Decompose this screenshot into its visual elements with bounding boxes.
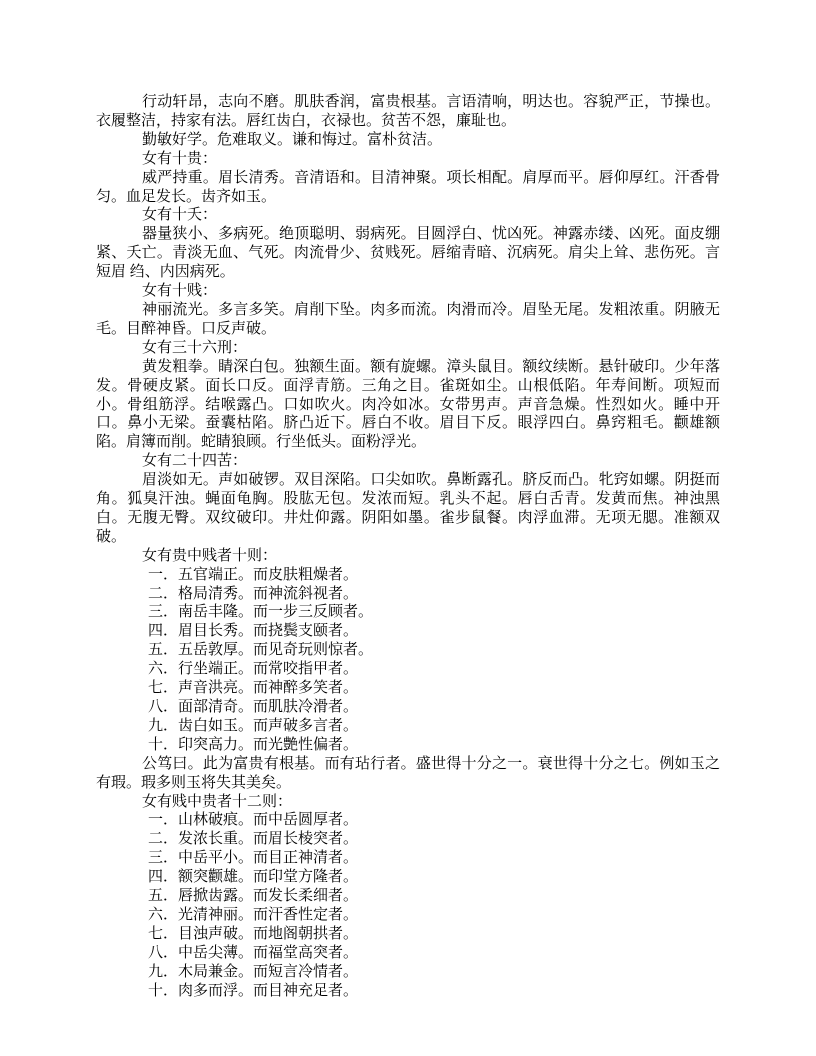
paragraph: 行动轩昂，志向不磨。肌肤香润，富贵根基。言语清响，明达也。容貌严正，节操也。衣履整洁，持家有法。唇红齿白，衣禄也。贫苦不怨，廉耻也。 [96, 94, 720, 129]
list-item: 九．木局兼金。而短言冷情者。 [148, 963, 359, 980]
list-item: 十．印突高力。而光艶性偏者。 [148, 736, 359, 753]
paragraph: 公笃曰。此为富贵有根基。而有玷行者。盛世得十分之一。衰世得十分之七。例如玉之有瑕。瑕多则玉将失其美矣。 [96, 755, 720, 791]
section-heading: 女有贵中贱者十则： [142, 547, 278, 564]
section-heading: 女有十贱： [142, 283, 218, 300]
list-item: 八．面部清奇。而肌肤冷滑者。 [148, 699, 359, 715]
list-item: 一．山林破痕。而中岳圆厚者。 [148, 812, 359, 829]
list-item: 一．五官端正。而皮肤粗燥者。 [148, 566, 359, 583]
list-item: 九．齿白如玉。而声破多言者。 [148, 717, 359, 734]
list-item: 六．行坐端正。而常咬指甲者。 [148, 661, 359, 678]
list-item: 十．肉多而浮。而目神充足者。 [148, 982, 359, 999]
paragraph: 器量狭小、多病死。绝顶聪明、弱病死。目圆浮白、忧凶死。神露赤缕、凶死。面皮绷紧、夭亡。青淡无血、气死。肉流骨少、贫贱死。唇缩青暗、沉病死。肩尖上耸、悲伤死。言短眉 绉、内因病死。 [96, 226, 720, 281]
list-item: 七．目浊声破。而地阁朝拱者。 [148, 925, 359, 942]
list-item: 七．声音洪亮。而神醉多笑者。 [148, 680, 359, 697]
section-heading: 女有三十六刑： [142, 339, 248, 356]
paragraph: 眉淡如无。声如破锣。双目深陷。口尖如吹。鼻断露孔。脐反而凸。牝窍如螺。阴挺而角。狐臭汗浊。蝇面龟胸。股肱无包。发浓而短。乳头不起。唇白舌青。发黄而焦。神浊黑白。无腹无臀。双纹破印。井灶仰露。阴阳如墨。雀步鼠餐。肉浮血滞。无项无腮。准额双破。 [96, 472, 720, 545]
list-item: 五．五岳敦厚。而见奇玩则惊者。 [148, 642, 374, 659]
paragraph: 黄发粗拳。睛深白包。独额生面。额有旋螺。漳头鼠目。额纹续断。悬针破印。少年落发。骨硬皮紧。面长口反。面浮青筋。三角之目。雀斑如尘。山根低陷。年寿间断。项短而小。骨组筋浮。结喉露凸。口如吹火。肉冷如冰。女带男声。声音急燥。性烈如火。睡中开口。鼻小无梁。蚕囊枯陷。脐凸近下。唇白不收。眉目下反。眼浮四白。鼻窍粗毛。颧雄额陷。肩簿而削。蛇睛狼顾。行坐低头。面粉浮光。 [96, 358, 720, 451]
paragraph: 神丽流光。多言多笑。肩削下坠。肉多而流。肉滑而冷。眉坠无尾。发粗浓重。阴腋无毛。目醉神昏。口反声破。 [96, 301, 720, 337]
list-item: 三．中岳平小。而目正神清者。 [148, 850, 359, 867]
paragraph: 威严持重。眉长清秀。音清语和。目清神聚。项长相配。肩厚而平。唇仰厚红。汗香骨匀。血足发长。齿齐如玉。 [96, 169, 720, 205]
list-item: 三．南岳丰隆。而一步三反顾者。 [148, 604, 374, 621]
section-heading: 女有二十四苦： [142, 453, 248, 470]
list-item: 四．额突颧雄。而印堂方隆者。 [148, 869, 359, 886]
section-heading: 女有贱中贵者十二则： [142, 793, 293, 810]
list-item: 二．发浓长重。而眉长棱突者。 [148, 831, 359, 848]
list-item: 六．光清神丽。而汗香性定者。 [148, 906, 359, 923]
paragraph: 勤敏好学。危难取义。谦和悔过。富朴贫洁。 [142, 131, 443, 148]
section-heading: 女有十夭： [142, 207, 218, 224]
list-item: 八．中岳尖薄。而福堂高突者。 [148, 944, 359, 961]
list-item: 四．眉目长秀。而挠鬓支颐者。 [148, 623, 359, 640]
list-item: 二．格局清秀。而神流斜视者。 [148, 585, 359, 602]
section-heading: 女有十贵： [142, 150, 218, 167]
list-item: 五．唇掀齿露。而发长柔细者。 [148, 888, 359, 905]
